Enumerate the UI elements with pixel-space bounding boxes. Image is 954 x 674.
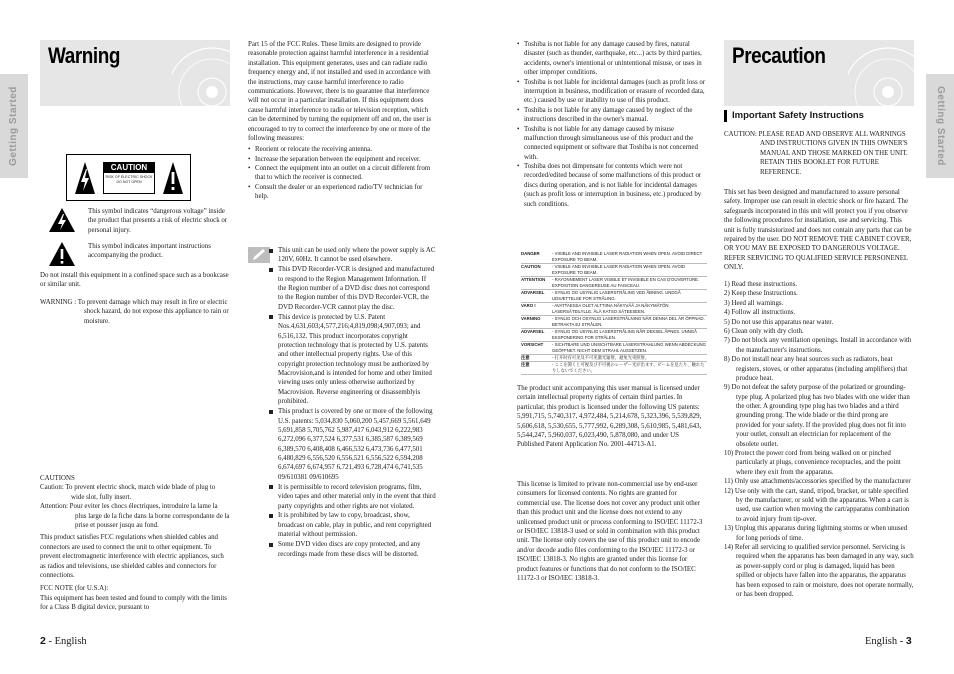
laser-warning-text: - SYNLIG OG USYNLIG LASERSTRÅLING VED ÅBNING. UNDGÅ UDSÆTTELSE FOR STRÅLING.	[552, 290, 681, 301]
section-heading: Important Safety Instructions	[724, 110, 864, 122]
page-number: 2	[40, 635, 46, 647]
side-tab-label: Getting Started	[8, 86, 20, 166]
laser-warning-row	[521, 362, 707, 375]
caution-label-line1: RISK OF ELECTRIC SHOCK	[105, 175, 153, 179]
right-page-footer	[865, 634, 912, 649]
list-item: 4) Follow all instructions.	[724, 309, 796, 317]
list-item: • Toshiba is not liable for any damage caused by neglect of the instructions described in the owner's manual.	[517, 106, 707, 125]
lightning-warning-icon	[73, 160, 97, 196]
disc-icon	[848, 40, 914, 106]
fcc-note-text: This equipment has been tested and found to comply with the limits for a Class B digital device, pursuant to	[40, 594, 227, 612]
laser-warning-text: - SYNLIG OCH OSYNLIG LASERSTRÅLNING NÄR DENNA DEL ÄR ÖPPNAD. BETRAKTA EJ STRÅLEN.	[552, 316, 705, 327]
disc-icon	[172, 40, 230, 106]
list-item: It is prohibited by law to copy, broadcast, show, broadcast on cable, play in public, and rent copyrighted material without permission.	[269, 511, 436, 539]
laser-warning-text: - VISIBLE AND INVISIBLE LASER RADIATION WHEN OPEN. AVOID EXPOSURE TO BEAM.	[552, 264, 686, 275]
caution-text: : PLEASE READ AND OBSERVE ALL WARNINGS AND INSTRUCTIONS GIVEN IN THIS OWNER'S MANUAL AND THOSE MARKED ON THE UNIT. RETAIN THIS BOOKLET FOR FUTURE REFERENCE.	[755, 131, 908, 176]
caution-label-line2: DO NOT OPEN	[116, 180, 142, 184]
caution-english: Caution: To prevent electric shock, match wide blade of plug to wide slot, fully insert.	[40, 484, 216, 501]
laser-warning-row	[521, 251, 707, 264]
page-title: Warning	[48, 43, 120, 68]
dangerous-voltage-text: This symbol indicates “dangerous voltage” inside the product that presents a risk of electric shock or personal injury.	[88, 208, 228, 234]
caution-label-heading: CAUTION	[104, 163, 154, 173]
laser-warning-row	[521, 264, 707, 277]
laser-warning-text: - SYNLIG OG USYNLIG LASERSTRÅLING NÅR DEKSEL ÅPNES. UNNGÅ EKSPONERING FOR STRÅLEN.	[552, 329, 698, 340]
liability-list	[517, 40, 707, 209]
laser-warning-row	[521, 342, 707, 355]
cautions-heading: CAUTIONS	[40, 475, 75, 482]
list-item: • Connect the equipment into an outlet on a circuit different from that to which the receiver is connected.	[248, 164, 436, 183]
caution-label	[66, 154, 191, 201]
list-item: This unit can be used only where the power supply is AC 120V, 60Hz. It cannot be used elsewhere.	[269, 246, 436, 265]
license-paragraph: This license is limited to private non-commercial use by end-user consumers for licensed contents. No rights are granted for commercial use. The license does not cover any product unit other than this product unit and the license does not extend to any unlicensed product unit or process conforming to ISO/IEC 11172-3 or ISO/IEC 13818-3 used or sold in combination with this product unit. The license only covers the use of this product unit to encode and/or decode audio files conforming to the ISO/IEC 11172-3 or ISO/IEC 13818-3. No rights are granted under this license for product features or functions that do not conform to the ISO/IEC 11172-3 or ISO/IEC 13818-3.	[517, 481, 703, 582]
list-item: This product is covered by one or more of the following U.S. patents: 5,034,830 5,060,200 5,457,669 5,561,649 5,691,858 5,705,762 5,987,417 6,043,912 6,222,983 6,272,096 6,377,524 6,377,531 6,385,587 6,389,569 6,389,570 6,408,408 6,466,532 6,473,736 6,477,501 6,480,829 6,556,520 6,556,521 6,556,522 6,594,208 6,674,697 6,674,957 6,721,493 6,728,474 6,741,535 09/610381 09/610695	[269, 407, 436, 482]
list-item: • Toshiba is not liable for incidental damages (such as profit loss or interruption in business, modification or erasure of recorded data, etc.) caused by use or inability to use of this product.	[517, 78, 707, 106]
list-item: 11) Only use attachments/accessories specified by the manufacturer	[724, 478, 911, 486]
warning-label: WARNING	[40, 299, 73, 306]
caution-paragraph	[724, 130, 914, 177]
laser-warning-text: - AVATTAESSA OLET ALTTIINA NÄKYVÄÄ JA NÄKYMÄTÖN LASERSÄTEILYLLE. ÄLÄ KATSO SÄTEESEEN.	[552, 303, 669, 314]
laser-warning-text: - 打开时有可见及不可见激光辐射。避免光束照射。	[552, 354, 650, 360]
exclamation-warning-icon	[161, 160, 185, 196]
list-item: 8) Do not install near any heat sources such as radiators, heat registers, stoves, or other apparatus (including amplifiers) that produce heat.	[724, 356, 908, 382]
list-item: Some DVD video discs are copy protected, and any recordings made from these discs will be distorted.	[269, 540, 436, 559]
laser-warning-label: 注意	[521, 354, 530, 360]
list-item: • Toshiba is not liable for any damage caused by misuse malfunction through simultaneous use of this product and the connected equipment or software that Toshiba is not concerned with.	[517, 125, 707, 163]
list-item: This device is protected by U.S. Patent Nos.4,631,603;4,577,216;4,819,098;4,907,093; and 6,516,132. This product incorporates copyright protection technology that is protected by U.S. patents and other intellectual property rights. Use of this copyright protection technology must be authorized by Macrovision,and is intended for home and other limited viewing uses only unless otherwise authorized by Macrovision. Reverse engineering or disassemblyis prohibited.	[269, 313, 436, 407]
laser-warning-label: ADVARSEL	[521, 290, 545, 296]
list-item: • Increase the separation between the equipment and receiver.	[248, 155, 436, 164]
laser-warning-row	[521, 329, 707, 342]
list-item: 6) Clean only with dry cloth.	[724, 327, 804, 335]
side-tab-label: Getting Started	[934, 86, 946, 166]
instructions-list	[724, 280, 914, 599]
list-item: • Reorient or relocate the receiving antenna.	[248, 145, 436, 154]
precaution-title-box	[724, 40, 914, 106]
caution-label: CAUTION	[724, 131, 756, 138]
laser-warning-label: VARNING	[521, 316, 541, 322]
list-item: 12) Use only with the cart, stand, tripod, bracket, or table specified by the manufacturer, or sold with the apparatus. When a cart is used, use caution when moving the cart/apparatus combination to avoid injury from tip-over.	[724, 487, 910, 523]
fcc-continued-column	[248, 40, 436, 202]
fcc-measures-list	[248, 145, 436, 201]
important-instructions-text: This symbol indicates important instructions accompanying the product.	[88, 243, 211, 260]
laser-warning-row	[521, 277, 707, 290]
laser-warning-text: - ここを開くと可視及び不可視のレーザー光が出ます。ビームを見たり、触れたりしないでください。	[552, 362, 705, 373]
fcc-note-heading: FCC NOTE (for U.S.A):	[40, 585, 109, 593]
page-footer-language: English -	[865, 636, 906, 647]
laser-warning-text: - RAYONNEMENT LASER VISIBLE ET INVISIBLE EN CAS D'OUVERTURE. EXPOSITION DANGEREUSE AU FAISCEAU.	[552, 277, 700, 288]
list-item: 5) Do not use this apparatus near water.	[724, 318, 834, 326]
left-page-footer	[40, 634, 87, 649]
list-item: 3) Heed all warnings.	[724, 299, 784, 307]
note-pencil-icon	[248, 247, 270, 263]
dangerous-voltage-symbol-icon	[48, 207, 76, 233]
caution-french: Attention: Pour eviter les chocs électriques, introduire la lame la plus large de la fiche dans la borne correspondante de la prise et pousser jusqu au fond.	[40, 503, 230, 529]
laser-warning-text: - SICHTBARE UND UNSICHTBARE LASERSTRAHLUNG WENN ABDECKUNG GEÖFFNET. NICHT DEM STRAHL AUSSETZEN.	[552, 341, 706, 353]
laser-warning-label: ADVARSEL	[521, 329, 545, 335]
list-item: 9) Do not defeat the safety purpose of the polarized or grounding-type plug. A polarized plug has two blades with one wider than the other. A grounding type plug has two blades and a third grounding prong. The wide blade or the third prong are provided for your safety. If the provided plug does not fit into your outlet, consult an electrician for replacement of the obsolete outlet.	[724, 384, 910, 448]
patent-paragraph: The product unit accompanying this user manual is licensed under certain intellectual property rights of certain third parties. In particular, this product is licensed under the following US patents: 5,991,715, 5,740,317, 4,972,484, 5,214,678, 5,323,396, 5,539,829, 5,606,618, 5,530,655, 5,777,992, 6,289,308, 5,610,985, 5,481,643, 5,544,247, 5,960,037, 6,023,490, 5,878,080, and under US Published Patent Application No. 2001-44713-A1.	[517, 385, 702, 449]
warning-paragraph	[40, 298, 230, 326]
warning-text: : To prevent damage which may result in fire or electric shock hazard, do not expose this appliance to rain or moisture.	[74, 299, 229, 325]
laser-warning-label: VARO !	[521, 303, 536, 309]
laser-warning-text: - VISIBLE AND INVISIBLE LASER RADIATION WHEN OPEN. AVOID DIRECT EXPOSURE TO BEAM.	[552, 251, 703, 262]
list-item: It is permissible to record television programs, film, video tapes and other material only in the event that third party copyrights and other rights are not violated.	[269, 483, 436, 511]
important-instructions-symbol-icon	[48, 241, 76, 267]
laser-warning-table	[521, 251, 707, 374]
laser-warning-row	[521, 355, 707, 362]
list-item: • Toshiba does not dimpensate for contents which were not recorded/edited because of some malfunctions of this product or discs during operation, and is not liable for incidental damages (such as profit loss or interruption in business, etc.) produced by such conditions.	[517, 162, 707, 209]
list-item: 7) Do not block any ventilation openings. Install in accordance with the manufacturer's instructions.	[724, 337, 912, 354]
laser-warning-label: DANGER	[521, 251, 540, 257]
safety-paragraph: This set has been designed and manufactured to assure personal safety. Improper use can result in electric shock or fire hazard. The safeguards incorporated in this unit will protect you if you observe the following procedures for installation, use and servicing. This unit is fully transistorized and does not contain any parts that can be repaired by the user. DO NOT REMOVE THE CABINET COVER, OR YOU MAY BE EXPOSED TO DANGEROUS VOLTAGE. REFER SERVICING TO QUALIFIED SERVICE PERSONENEL ONLY.	[724, 189, 912, 272]
laser-warning-row	[521, 316, 707, 329]
list-item: This DVD Recorder-VCR is designed and manufactured to respond to the Region Management Information. If the Region number of a DVD disc does not correspond to the Region number of this DVD Recorder-VCR, the DVD Recorder-VCR cannot play the disc.	[269, 265, 436, 312]
list-item: • Consult the dealer or an experienced radio/TV technician for help.	[248, 183, 436, 202]
page-title: Precaution	[732, 43, 826, 68]
laser-warning-label: ATTENTION	[521, 277, 546, 283]
laser-warning-label: VORSICHT	[521, 341, 544, 347]
fcc-rules-paragraph: Part 15 of the FCC Rules. These limits are designed to provide reasonable protection against harmful interference in a residential installation. This equipment generates, uses and can radiate radio frequency energy and, if not installed and used in accordance with the instructions, may cause harmful interference to radio communications. However, there is no guarantee that interference will not occur in a particular installation. If this equipment does cause harmful interference to radio or television reception, which can be determined by turning the equipment off and on, the user is encouraged to try to correct the interference by one or more of the following measures:	[248, 41, 431, 142]
side-tab-getting-started	[0, 74, 28, 178]
fcc-paragraph: This product satisfies FCC regulations when shielded cables and connectors are used to connect the unit to other equipment. To prevent electromagnetic interference with electric appliances, such as radios and televisions, use shielded cables and connectors for connections.	[40, 534, 224, 579]
laser-warning-label: 注意	[521, 362, 530, 368]
list-item: • Toshiba is not liable for any damage caused by fires, natural disaster (such as thunder, earthquake, etc...) acts by third parties, accidents, owner's intentional or unintentional misuse, or uses in other improper conditions.	[517, 40, 707, 78]
list-item: 2) Keep these Instructions.	[724, 290, 798, 298]
list-item: 10) Protect the power cord from being walked on or pinched particularly at plugs, convenience receptacles, and the point where they exit from the apparatus.	[724, 450, 901, 476]
list-item: 13) Unplug this apparatus during lightning storms or when unused for long periods of time.	[724, 525, 908, 542]
list-item: 14) Refer all servicing to qualified service personnel. Servicing is required when the apparatus has been damaged in any way, such as power-supply cord or plug is damaged, liquid has been spilled or objects have fallen into the apparatus, the apparatus has been exposed to rain or moisture, does not operate normally, or has been dropped.	[724, 543, 914, 598]
list-item: 1) Read these instructions.	[724, 281, 798, 288]
laser-warning-row	[521, 303, 707, 316]
notes-list	[269, 246, 436, 559]
side-tab-getting-started	[926, 74, 954, 178]
page-number: 3	[905, 635, 912, 647]
install-warning-text: Do not install this equipment in a confined space such as a bookcase or similar unit.	[40, 272, 229, 289]
warning-title-box	[40, 40, 230, 106]
laser-warning-label: CAUTION	[521, 264, 541, 270]
laser-warning-row	[521, 290, 707, 303]
cautions-block	[40, 474, 230, 612]
page-footer-language: - English	[45, 636, 87, 647]
